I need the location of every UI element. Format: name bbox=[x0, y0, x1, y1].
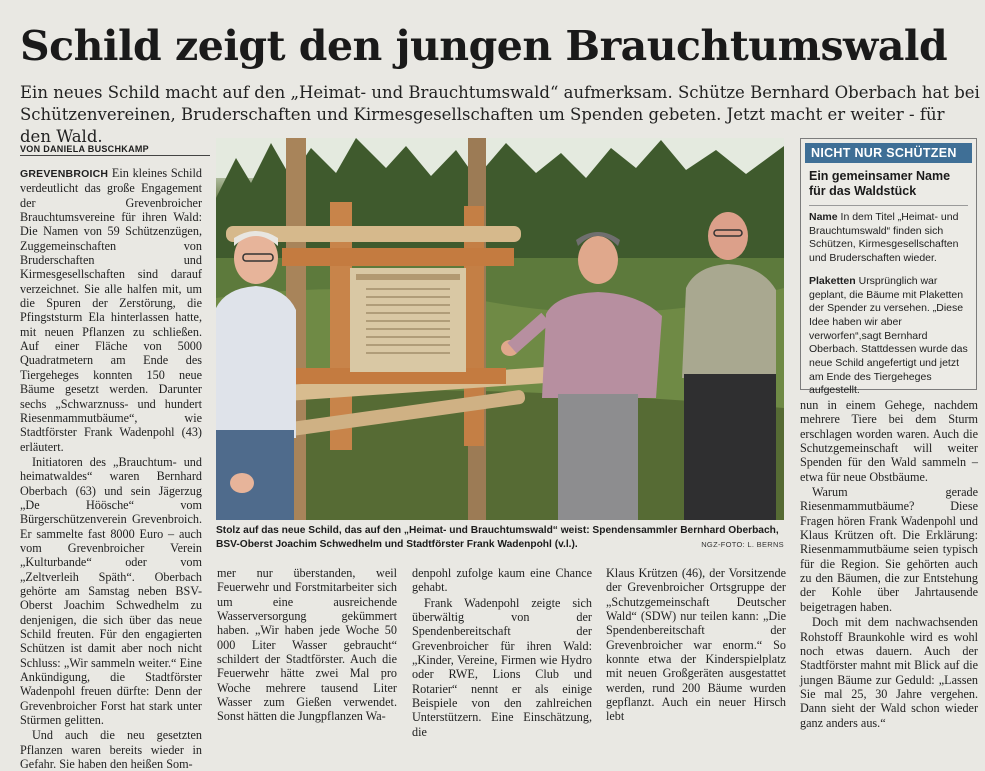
divider bbox=[809, 205, 968, 206]
paragraph: Und auch die neu gesetzten Pflanzen waren bereits wieder in Gefahr. Sie haben den heißen Som- bbox=[20, 728, 202, 771]
info-box-item-name bbox=[809, 211, 968, 266]
info-box-title: Ein gemeinsamer Name für das Waldstück bbox=[809, 169, 951, 198]
paragraph-text: Ein kleines Schild verdeutlicht das große Engagement der Grevenbroicher Brauchtumsvereine für ihren Wald: Die Namen von 59 Schützenzügen, Zuggemeinschaften von Bruderschaften und Kirmesgesellschaften sind darauf verzeichnet. Sie alle halfen mit, um die Spuren der Zerstörung, die Pfingststurm Ela hinterlassen hatte, mit neuen Pflanzen zu schließen. Auf einer Fläche von 5000 Quadratmetern am Ende des Tiergeheges konnten 150 neue Bäume gesetzt werden. Darunter sechs „Schwarznuss- und hundert Riesenmammutbäume“, wie Stadtförster Frank Wadenpohl (43) erläutert. bbox=[20, 166, 202, 454]
item-text: Ursprünglich war geplant, die Bäume mit Plaketten der Spender zu versehen. „Diese Idee haben wir aber verworfen“,sagt Bernhard Oberbach. Stattdessen wurde das neue Schild angefertigt und jetzt am Ende des Tiergeheges aufgestellt. bbox=[809, 274, 968, 397]
photo-caption: Stolz auf das neue Schild, das auf den „Heimat- und Brauchtumswald“ weist: Spendensammler Bernhard Oberbach, BSV-Oberst Joachim Schwedhelm und Stadtförster Frank Wadenpohl (v.l.). bbox=[216, 525, 779, 550]
byline: VON DANIELA BUSCHKAMP bbox=[20, 144, 210, 156]
paragraph: Warum gerade Riesenmammutbäume? Diese Fragen hören Frank Wadenpohl und Klaus Krützen oft. Die Erklärung: Riesenmammutbäume seien typisch für die Region. Sie gehörten auch zu den Bäumen, die zur Entstehung der Kohle über Jahrtausende beigetragen haben. bbox=[800, 485, 978, 614]
item-label: Plaketten bbox=[809, 274, 856, 287]
info-box-item-plaketten bbox=[809, 275, 968, 398]
info-box-tag: NICHT NUR SCHÜTZEN bbox=[805, 143, 972, 163]
paragraph: denpohl zufolge kaum eine Chance gehabt. bbox=[412, 566, 592, 595]
item-text: In dem Titel „Heimat- und Brauchtumswald“ finden sich Schützen, Kirmesgesellschaften und Bruderschaften wieder. bbox=[809, 211, 959, 265]
photo-credit: NGZ-FOTO: L. BERNS bbox=[701, 540, 784, 549]
paragraph: Klaus Krützen (46), der Vorsitzende der Grevenbroicher Ortsgruppe der „Schutzgemeinschaft Deutscher Wald“ (SDW) nur teilen kann: „Die Spendenbereitschaft der Grevenbroicher war enorm.“ So konnte etwa der Kinderspielplatz mit neuen Großgeräten ausgestattet werden, rund 200 Bäume wurden gepflanzt. Auch ein neuer Hirsch lebt bbox=[606, 566, 786, 724]
paragraph: nun in einem Gehege, nachdem mehrere Tiere bei dem Sturm erschlagen worden waren. Auch die Schutzgemeinschaft will weiter Spenden für den Wald sammeln – etwa für neue Obstbäume. bbox=[800, 398, 978, 484]
article-photo bbox=[216, 138, 784, 520]
article-column-2 bbox=[217, 566, 397, 724]
article-column-3 bbox=[412, 566, 592, 739]
subheadline: Ein neues Schild macht auf den „Heimat- und Brauchtumswald“ aufmerksam. Schütze Bernhard Oberbach hat bei Schützenvereinen, Bruderschaften und Kirmesgesellschaften um Spenden gebeten. Jetzt macht er weiter - für den Wald. bbox=[20, 83, 980, 146]
dateline: GREVENBROICH bbox=[20, 168, 109, 180]
paragraph: mer nur überstanden, weil Feuerwehr und Forstmitarbeiter sich um eine ausreichende Wasserversorgung gekümmert haben. „Wir haben jede Woche 50 000 Liter Wasser gebraucht“ schildert der Stadtförster. Auch die Feuerwehr hätte zwei Mal pro Woche mehrere tausend Liter Wasser zum Gießen verwendet. Sonst hätten die Jungpflanzen Wa- bbox=[217, 566, 397, 724]
paragraph: Doch mit dem nachwachsenden Rohstoff Braunkohle wird es wohl noch etwas dauern. Auch der Stadtförster mahnt mit Blick auf die jungen Bäume zur Geduld: „Lassen Sie mal 25, 30 Jahre vergehen. Dann sieht der Wald schon wieder ganz anders aus.“ bbox=[800, 615, 978, 730]
article-column-4 bbox=[606, 566, 786, 724]
paragraph bbox=[20, 166, 202, 454]
paragraph: Frank Wadenpohl zeigte sich überwältig von der Spendenbereitschaft der Grevenbroicher für ihren Wald: „Kinder, Vereine, Firmen wie Hydro oder RWE, Lions Club und Rotarier“ nennt er als einige Beispiele von den zahlreichen Unterstützern. Eine Einschätzung, die bbox=[412, 595, 592, 739]
article-column-5 bbox=[800, 398, 978, 730]
article-column-1 bbox=[20, 166, 202, 771]
photo-illustration bbox=[216, 138, 784, 520]
info-box bbox=[800, 138, 977, 397]
paragraph: Initiatoren des „Brauchtum- und heimatwaldes“ waren Bernhard Oberbach (63) und sein Jägerzug „De Höösche“ vom Bürgerschützenverein Grevenbroich. Er sammelte fast 8000 Euro – auch vom Grevenbroicher Verein „Kulturbande“ oder vom „Zeltverleih Späth“. Oberbach gehörte am Samstag neben BSV-Oberst Joachim Schwedhelm zu denjenigen, die sich über das neue Schild freuten. Für den engagierten Schützen ist damit aber noch nicht Schluss: „Wir sammeln weiter.“ Eine Ankündigung, die Stadtförster Wadenpohl freuen dürfte: Denn der Grevenbroicher Forst hat stark unter Stürmen gelitten. bbox=[20, 454, 202, 728]
item-label: Name bbox=[809, 211, 838, 223]
headline: Schild zeigt den jungen Brauchtumswald bbox=[20, 22, 948, 70]
